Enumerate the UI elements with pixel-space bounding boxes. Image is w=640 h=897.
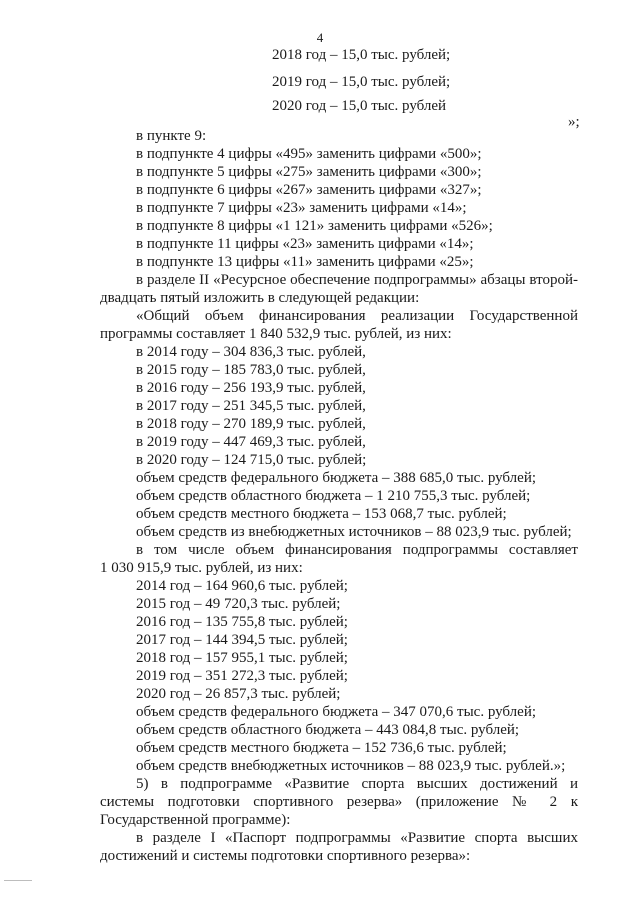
text-line: достижений и системы подготовки спортивного резерва»:	[100, 848, 471, 864]
text-line: 1 030 915,9 тыс. рублей, из них:	[100, 560, 303, 576]
text-line: 2017 год – 144 394,5 тыс. рублей;	[136, 632, 348, 648]
text-line: 5) в подпрограмме «Развитие спорта высших достижений и	[136, 776, 578, 792]
text-line: в 2020 году – 124 715,0 тыс. рублей;	[136, 452, 367, 468]
text-line: 2016 год – 135 755,8 тыс. рублей;	[136, 614, 348, 630]
page-number: 4	[316, 30, 324, 45]
scan-artifact	[4, 880, 32, 881]
text-line: 2020 год – 26 857,3 тыс. рублей;	[136, 686, 341, 702]
text-line: в подпункте 4 цифры «495» заменить цифрами «500»;	[136, 146, 482, 162]
text-line: в подпункте 7 цифры «23» заменить цифрами «14»;	[136, 200, 467, 216]
text-line: в подпункте 11 цифры «23» заменить цифрами «14»;	[136, 236, 474, 252]
text-line: объем средств из внебюджетных источников – 88 023,9 тыс. рублей;	[136, 524, 572, 540]
text-line: 2019 год – 15,0 тыс. рублей;	[272, 74, 451, 90]
text-line: 2018 год – 15,0 тыс. рублей;	[272, 47, 451, 63]
text-line: в пункте 9:	[136, 128, 207, 144]
text-line: объем средств внебюджетных источников – 88 023,9 тыс. рублей.»;	[136, 758, 566, 774]
text-line: объем средств местного бюджета – 152 736,6 тыс. рублей;	[136, 740, 507, 756]
text-line: объем средств областного бюджета – 443 084,8 тыс. рублей;	[136, 722, 520, 738]
text-line: 2019 год – 351 272,3 тыс. рублей;	[136, 668, 348, 684]
text-line: программы составляет 1 840 532,9 тыс. рублей, из них:	[100, 326, 452, 342]
text-line: в 2019 году – 447 469,3 тыс. рублей,	[136, 434, 366, 450]
text-line: двадцать пятый изложить в следующей редакции:	[100, 290, 420, 306]
text-line: в подпункте 6 цифры «267» заменить цифрами «327»;	[136, 182, 482, 198]
text-line: системы подготовки спортивного резерва» (приложение № 2 к	[100, 794, 578, 810]
text-line: в 2017 году – 251 345,5 тыс. рублей,	[136, 398, 366, 414]
text-line: объем средств федерального бюджета – 388 685,0 тыс. рублей;	[136, 470, 537, 486]
text-line: в разделе I «Паспорт подпрограммы «Развитие спорта высших	[136, 830, 578, 846]
text-line: 2018 год – 157 955,1 тыс. рублей;	[136, 650, 348, 666]
text-line: объем средств областного бюджета – 1 210 755,3 тыс. рублей;	[136, 488, 531, 504]
text-line: в подпункте 8 цифры «1 121» заменить цифрами «526»;	[136, 218, 493, 234]
text-line: объем средств местного бюджета – 153 068,7 тыс. рублей;	[136, 506, 507, 522]
text-line: Государственной программе):	[100, 812, 291, 828]
text-line: в том числе объем финансирования подпрограммы составляет	[136, 542, 578, 558]
text-line: в 2018 году – 270 189,9 тыс. рублей,	[136, 416, 366, 432]
text-line: в подпункте 5 цифры «275» заменить цифрами «300»;	[136, 164, 482, 180]
text-line: 2014 год – 164 960,6 тыс. рублей;	[136, 578, 348, 594]
text-line: в 2015 году – 185 783,0 тыс. рублей,	[136, 362, 366, 378]
text-line: объем средств федерального бюджета – 347 070,6 тыс. рублей;	[136, 704, 537, 720]
text-line: в 2014 году – 304 836,3 тыс. рублей,	[136, 344, 366, 360]
text-line: 2015 год – 49 720,3 тыс. рублей;	[136, 596, 341, 612]
closing-quote: »;	[568, 114, 580, 130]
text-line: 2020 год – 15,0 тыс. рублей	[272, 98, 447, 114]
text-line: в разделе II «Ресурсное обеспечение подпрограммы» абзацы второй-	[136, 272, 578, 288]
text-line: «Общий объем финансирования реализации Государственной	[136, 308, 578, 324]
text-line: в 2016 году – 256 193,9 тыс. рублей,	[136, 380, 366, 396]
text-line: в подпункте 13 цифры «11» заменить цифрами «25»;	[136, 254, 474, 270]
